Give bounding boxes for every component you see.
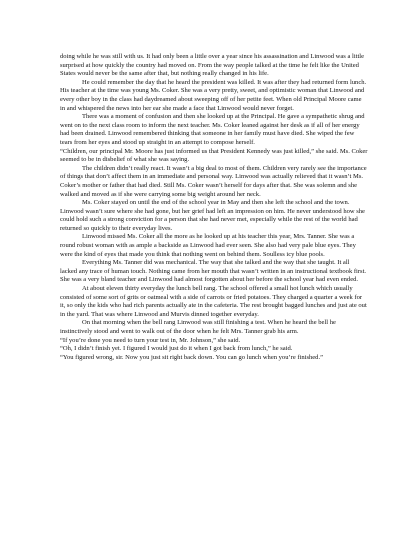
paragraph-5: The children didn’t really react. It wasn’t a big deal to most of them. Children very rarely see the importance of things that don’t affect them in an immediate and personal way. Linwood was actually relieved that it wasn’t Ms. Coker’s mother or father that had died. Still Ms. Coker wasn’t herself for days after that. She was solemn and she walked and moved as if she were carrying some big weight around her neck.	[60, 164, 367, 198]
paragraph-6: Ms. Coker stayed on until the end of the school year in May and then she left the school and the town. Linwood wasn’t sure where she had gone, but her grief had left an impression on him. He never understood how she could hold such a strong conviction for a person that she had never met, especially while the rest of the world had returned so quickly to their everyday lives.	[60, 199, 365, 232]
paragraph-8: Everything Ms. Tanner did was mechanical. The way that she talked and the way that she taught. It all lacked any trace of human touch. Nothing came from her mouth that wasn’t written in an instructional textbook first. She was a very bland teacher and Linwood had almost forgotten about her before the school year had even ended.	[60, 259, 367, 284]
paragraph-1: doing while he was still with us. It had only been a little over a year since his assassination and Linwood was a little surprised at how quickly the country had moved on. From the way people talked at the time he felt like the United States would never be the same after that, but nothing really changed in his life.	[60, 53, 365, 78]
paragraph-7: Linwood missed Ms. Coker all the more as he looked up at his teacher this year, Mrs. Tanner. She was a round robust woman with as ample a backside as Linwood had ever seen. She also had very pale blue eyes. They were the kind of eyes that made you think that nothing went on behind them. Soulless icy blue pools.	[60, 233, 356, 258]
paragraph-13: “You figured wrong, sir. Now you just sit right back down. You can go lunch when you’re finished.”	[60, 353, 323, 361]
paragraph-10: On that morning when the bell rang Linwood was still finishing a test. When he heard the bell he instinctively stood and went to walk out of the door when he felt Mrs. Tanner grab his arm.	[60, 319, 336, 335]
paragraph-11: “If you’re done you need to turn your test in, Mr. Johnson,” she said.	[60, 336, 241, 344]
paragraph-2: He could remember the day that he heard the president was killed. It was after they had returned form lunch. His teacher at the time was young Ms. Coker. She was a very pretty, sweet, and optimistic woman that Linwood and every other boy in the class had daydreamed about sweeping off of her petite feet. When old Principal Moore came in and whispered the news into her ear she made a face that Linwood would never forget.	[60, 78, 367, 112]
paragraph-9: At about eleven thirty everyday the lunch bell rang. The school offered a small hot lunch which usually consisted of some sort of grits or oatmeal with a side of carrots or fried potatoes. They charged a quarter a week for it, so only the kids who had rich parents actually ate in the cafeteria. The rest brought bagged lunches and just ate out in the yard. That was where Linwood and Murvis dinned together everyday.	[60, 285, 367, 318]
document-page	[60, 53, 368, 362]
paragraph-12: “Oh, I didn’t finish yet. I figured I would just do it when I got back from lunch,” he said.	[60, 345, 293, 353]
paragraph-4: “Children, our principal Mr. Moore has just informed us that President Kennedy was just killed,” she said. Ms. Coker seemed to be in disbelief of what she was saying.	[60, 147, 368, 164]
paragraph-3: There was a moment of confusion and then she looked up at the Principal. He gave a sympathetic shrug and went on to the next class room to inform the next teacher. Ms. Coker leaned against her desk as if all of her energy had been drained. Linwood remembered thinking that someone in her family must have died. She wiped the few tears from her eyes and stood up straight in an attempt to compose herself.	[60, 113, 365, 146]
